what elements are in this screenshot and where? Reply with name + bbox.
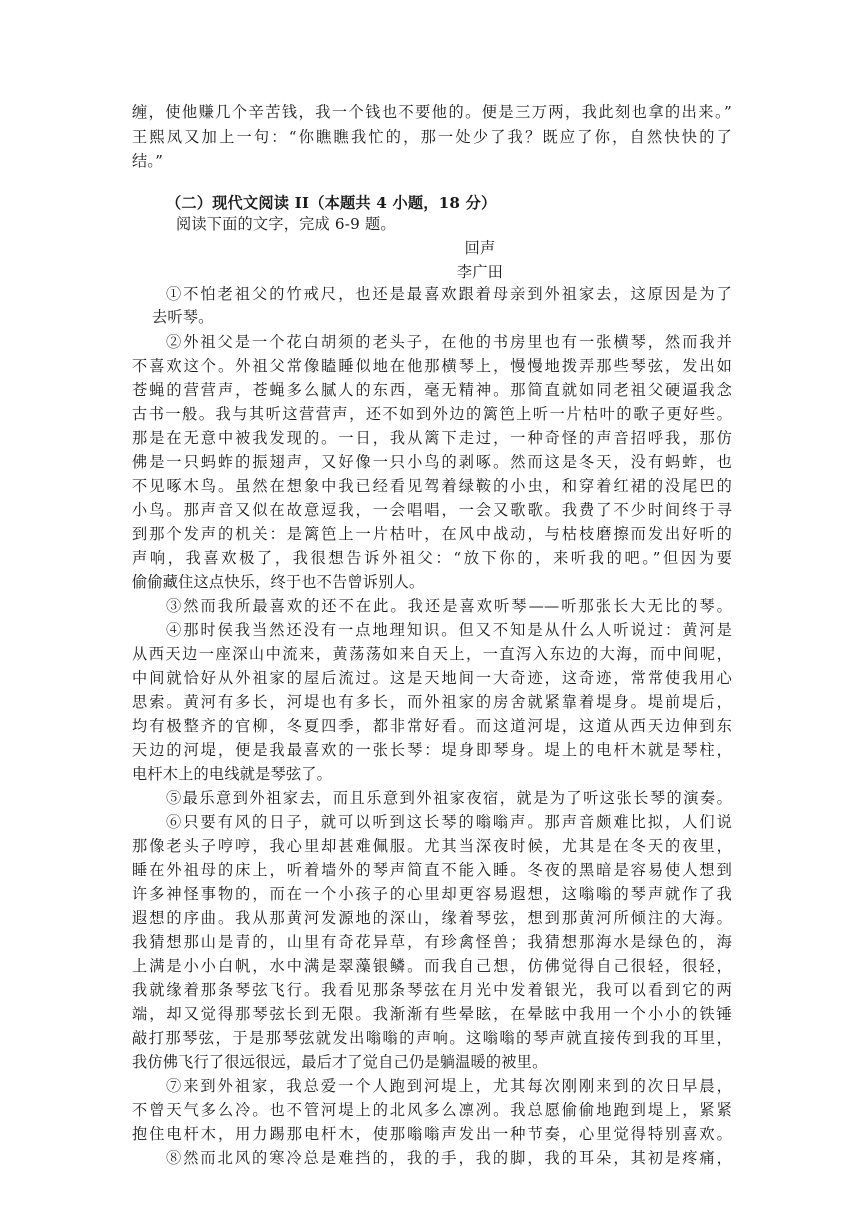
paragraph-line: 睡在外祖母的床上，听着墙外的琴声简直不能入睡。冬夜的黑暗是容易使人想到 [132, 861, 732, 879]
paragraph-line: 声响，我喜欢极了，我很想告诉外祖父：“放下你的，来听我的吧。”但因为要 [132, 549, 732, 567]
paragraph-line: 上满是小小白帆，水中满是翠藻银鳞。而我自己想，仿佛觉得自己很轻，很轻， [132, 957, 732, 975]
paragraph-line: 佛是一只蚂蚱的振翅声，又好像一只小鸟的剥啄。然而这是冬天，没有蚂蚱，也 [132, 453, 732, 471]
paragraph-line: 去听琴。 [152, 308, 214, 326]
paragraph-line: ④那时侯我当然还没有一点地理知识。但又不知是从什么人听说过：黄河是 [166, 621, 732, 639]
paragraph-line: 我仿佛飞行了很远很远，最后才了觉自己仍是躺温暖的被里。 [132, 1053, 548, 1071]
paragraph-line: 苍蝇的营营声，苍蝇多么腻人的东西，毫无精神。那简直就如同老祖父硬逼我念 [132, 381, 732, 399]
paragraph-line: ⑥只要有风的日子，就可以听到这长琴的嗡嗡声。那声音颇难比拟，人们说 [166, 813, 732, 831]
article-author: 李广田 [456, 263, 504, 281]
paragraph-line: ①不怕老祖父的竹戒尺，也还是最喜欢跟着母亲到外祖家去，这原因是为了 [166, 285, 732, 303]
paragraph-line: 到那个发声的机关：是篱笆上一片枯叶，在风中战动，与枯枝磨擦而发出好听的 [132, 525, 732, 543]
paragraph-line: 我猜想那山是青的，山里有奇花异草，有珍禽怪兽；我猜想那海水是绿色的，海 [132, 933, 732, 951]
paragraph-line: 古书一般。我与其听这营营声，还不如到外边的篱笆上听一片枯叶的歌子更好些。 [132, 405, 732, 423]
article-title: 回声 [464, 239, 496, 257]
paragraph-line: 不曾天气多么冷。也不管河堤上的北风多么凛冽。我总愿偷偷地跑到堤上，紧紧 [132, 1101, 732, 1119]
instruction-text: 阅读下面的文字，完成 6-9 题。 [176, 215, 396, 233]
paragraph-line: 电杆木上的电线就是琴弦了。 [132, 765, 333, 783]
paragraph-line: 那像老头子哼哼，我心里却甚难佩服。尤其当深夜时候，尤其是在冬天的夜里， [132, 837, 732, 855]
paragraph-line: 偷偷藏住这点快乐，终于也不告曾诉别人。 [132, 573, 425, 591]
paragraph-line: ⑧然而北风的寒冷总是难挡的，我的手，我的脚，我的耳朵，其初是疼痛， [166, 1149, 732, 1167]
paragraph-line: 中间就恰好从外祖家的屋后流过。这是天地间一大奇迹，这奇迹，常常使我用心 [132, 669, 732, 687]
paragraph-line: ⑤最乐意到外祖家去，而且乐意到外祖家夜宿，就是为了听这张长琴的演奏。 [166, 789, 732, 807]
paragraph-line: 那是在无意中被我发现的。一日，我从篱下走过，一种奇怪的声音招呼我，那仿 [132, 429, 732, 447]
intro-line: 王熙凤又加上一句：“你瞧瞧我忙的，那一处少了我？既应了你，自然快快的了 [132, 128, 732, 146]
paragraph-line: 我就缘着那条琴弦飞行。我看见那条琴弦在月光中发着银光，我可以看到它的两 [132, 981, 732, 999]
paragraph-line: 不喜欢这个。外祖父常像瞌睡似地在他那横琴上，慢慢地拨弄那些琴弦，发出如 [132, 357, 732, 375]
intro-line: 缠，使他赚几个辛苦钱，我一个钱也不要他的。便是三万两，我此刻也拿的出来。” [132, 103, 732, 121]
intro-line: 结。” [132, 152, 164, 170]
paragraph-line: 端，却又觉得那琴弦长到无限。我渐渐有些晕眩，在晕眩中我用一个小小的铁锤 [132, 1005, 732, 1023]
paragraph-line: 天边的河堤，便是我最喜欢的一张长琴：堤身即琴身。堤上的电杆木就是琴柱， [132, 741, 732, 759]
paragraph-line: 均有极整齐的官柳，冬夏四季，都非常好看。而这道河堤，这道从西天边伸到东 [132, 717, 732, 735]
paragraph-line: 许多神怪事物的，而在一个小孩子的心里却更容易遐想，这嗡嗡的琴声就作了我 [132, 885, 732, 903]
paragraph-line: ③然而我所最喜欢的还不在此。我还是喜欢听琴——听那张长大无比的琴。 [166, 597, 732, 615]
paragraph-line: 小鸟。那声音又似在故意逗我，一会唱唱，一会又歌歌。我费了不少时间终于寻 [132, 501, 732, 519]
paragraph-line: 不见啄木鸟。虽然在想象中我已经看见驾着绿鞍的小虫，和穿着红裙的没尾巴的 [132, 477, 732, 495]
paragraph-line: ②外祖父是一个花白胡须的老头子，在他的书房里也有一张横琴，然而我并 [166, 333, 732, 351]
paragraph-line: 遐想的序曲。我从那黄河发源地的深山，缘着琴弦，想到那黄河所倾注的大海。 [132, 909, 732, 927]
paragraph-line: 抱住电杆木，用力踢那电杆木，使那嗡嗡声发出一种节奏，心里觉得特别喜欢。 [132, 1125, 732, 1143]
paragraph-line: 思索。黄河有多长，河堤也有多长，而外祖家的房舍就紧靠着堤身。堤前堤后， [132, 693, 732, 711]
paragraph-line: 从西天边一座深山中流来，黄荡荡如来自天上，一直泻入东边的大海，而中间呢， [132, 645, 732, 663]
paragraph-line: 敲打那琴弦，于是那琴弦就发出嗡嗡的声响。这嗡嗡的琴声就直接传到我的耳里， [132, 1029, 732, 1047]
paragraph-line: ⑦来到外祖家，我总爱一个人跑到河堤上，尤其每次刚刚来到的次日早晨， [166, 1077, 732, 1095]
section-heading: （二）现代文阅读 II（本题共 4 小题，18 分） [166, 194, 497, 212]
